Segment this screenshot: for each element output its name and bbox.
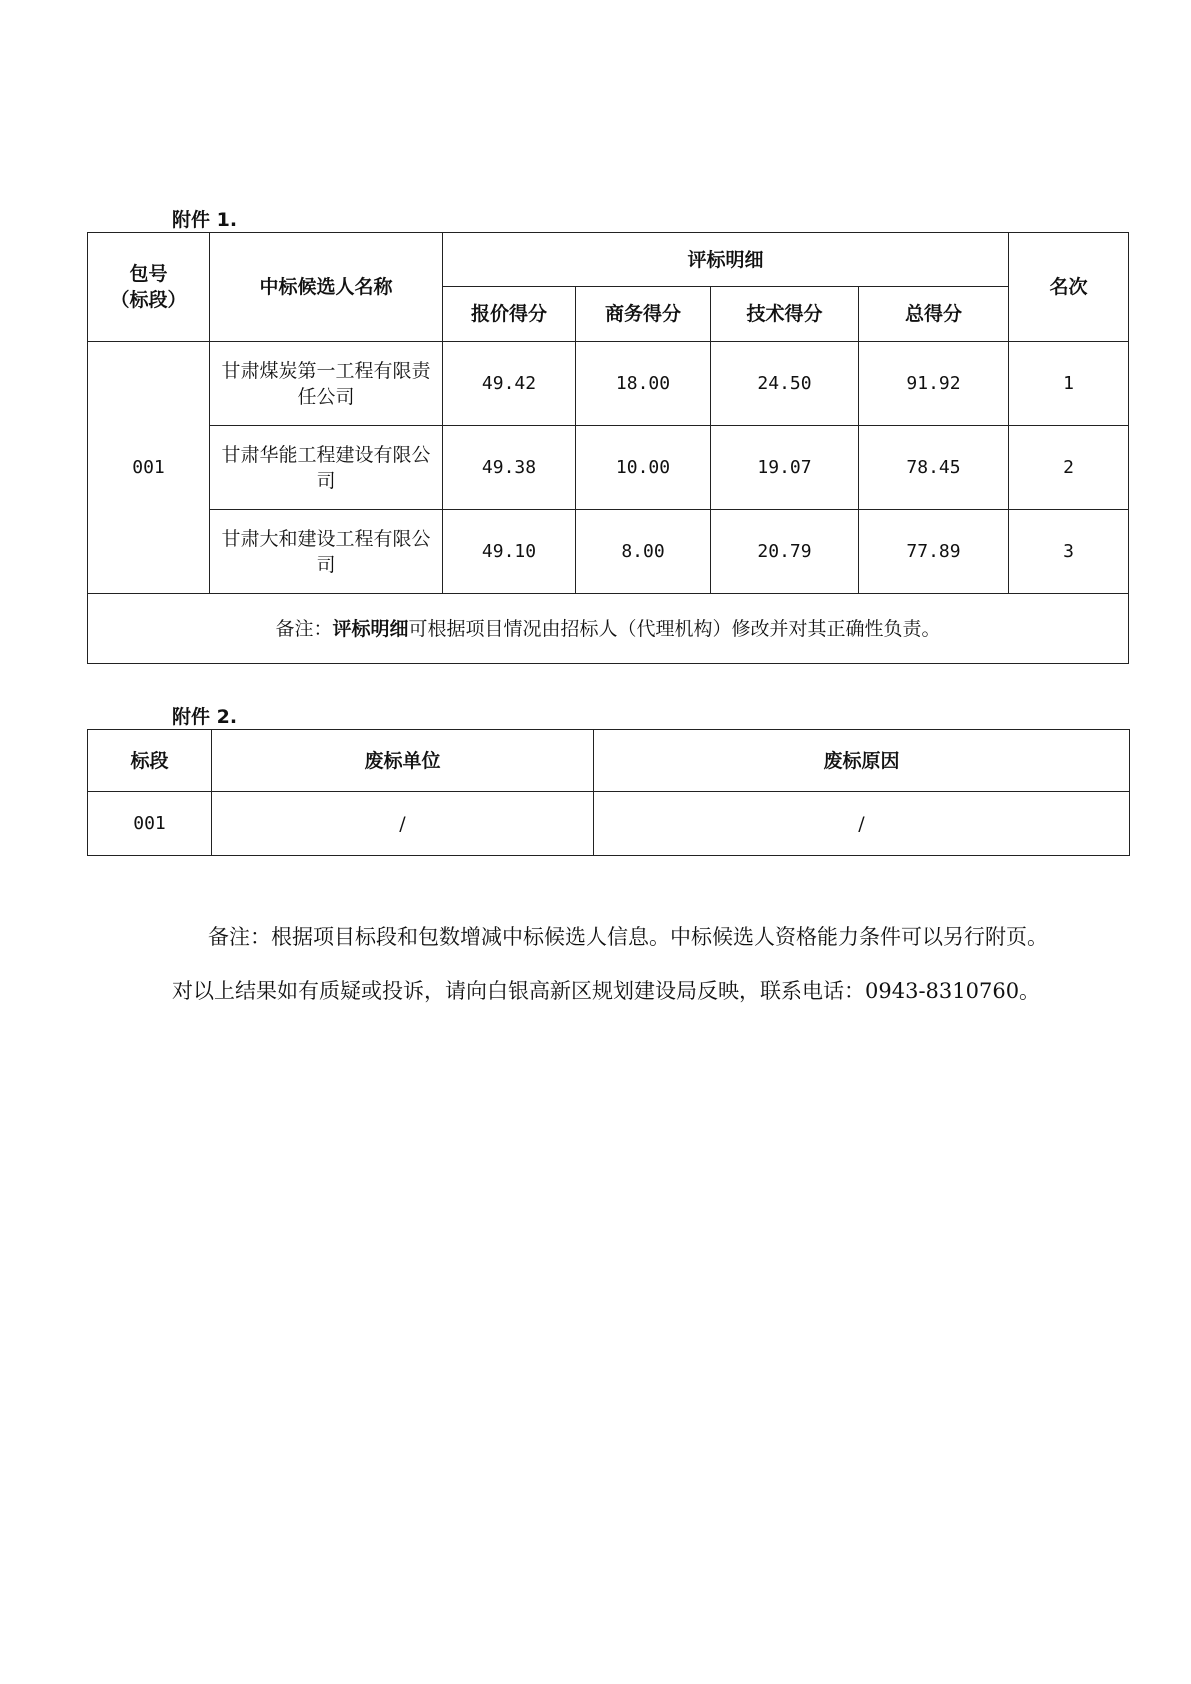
rank-value: 3 <box>1009 510 1129 594</box>
note-prefix: 备注： <box>275 617 333 640</box>
candidate-name: 甘肃大和建设工程有限公司 <box>210 510 443 594</box>
candidate-name: 甘肃华能工程建设有限公司 <box>210 426 443 510</box>
business-score: 10.00 <box>576 426 711 510</box>
unit-value: / <box>212 792 594 856</box>
note-bold: 评标明细 <box>332 617 409 640</box>
header-section: 标段 <box>88 730 212 792</box>
table-row <box>88 426 1129 510</box>
note-rest: 可根据项目情况由招标人（代理机构）修改并对其正确性负责。 <box>408 617 941 640</box>
package-id: 001 <box>88 342 210 594</box>
footer-note-text: 备注：根据项目标段和包数增减中标候选人信息。中标候选人资格能力条件可以另行附页。对以上结果如有质疑或投诉，请向白银高新区规划建设局反映，联系电话：0943-8310760。 <box>172 925 1048 1003</box>
header-package <box>88 233 210 342</box>
technical-score: 24.50 <box>711 342 859 426</box>
total-score: 78.45 <box>859 426 1009 510</box>
header-price: 报价得分 <box>443 287 576 342</box>
table-note <box>88 594 1129 664</box>
total-score: 91.92 <box>859 342 1009 426</box>
footer-note <box>172 910 1052 1018</box>
header-details: 评标明细 <box>443 233 1009 287</box>
price-score: 49.10 <box>443 510 576 594</box>
rank-value: 2 <box>1009 426 1129 510</box>
disqualified-table <box>87 729 1130 856</box>
business-score: 18.00 <box>576 342 711 426</box>
technical-score: 19.07 <box>711 426 859 510</box>
header-package-line2: （标段） <box>110 289 187 311</box>
candidate-name: 甘肃煤炭第一工程有限责任公司 <box>210 342 443 426</box>
price-score: 49.38 <box>443 426 576 510</box>
table-row <box>88 510 1129 594</box>
rank-value: 1 <box>1009 342 1129 426</box>
attachment-1-label: 附件 1. <box>172 209 238 231</box>
header-technical: 技术得分 <box>711 287 859 342</box>
total-score: 77.89 <box>859 510 1009 594</box>
technical-score: 20.79 <box>711 510 859 594</box>
header-rank: 名次 <box>1009 233 1129 342</box>
section-value: 001 <box>88 792 212 856</box>
reason-value: / <box>594 792 1130 856</box>
header-unit: 废标单位 <box>212 730 594 792</box>
header-business: 商务得分 <box>576 287 711 342</box>
evaluation-table <box>87 232 1129 664</box>
table-row <box>88 792 1130 856</box>
price-score: 49.42 <box>443 342 576 426</box>
business-score: 8.00 <box>576 510 711 594</box>
attachment-2-label: 附件 2. <box>172 706 238 728</box>
table-row <box>88 342 1129 426</box>
header-reason: 废标原因 <box>594 730 1130 792</box>
header-package-line1: 包号 <box>129 263 168 285</box>
header-candidate: 中标候选人名称 <box>210 233 443 342</box>
header-total: 总得分 <box>859 287 1009 342</box>
